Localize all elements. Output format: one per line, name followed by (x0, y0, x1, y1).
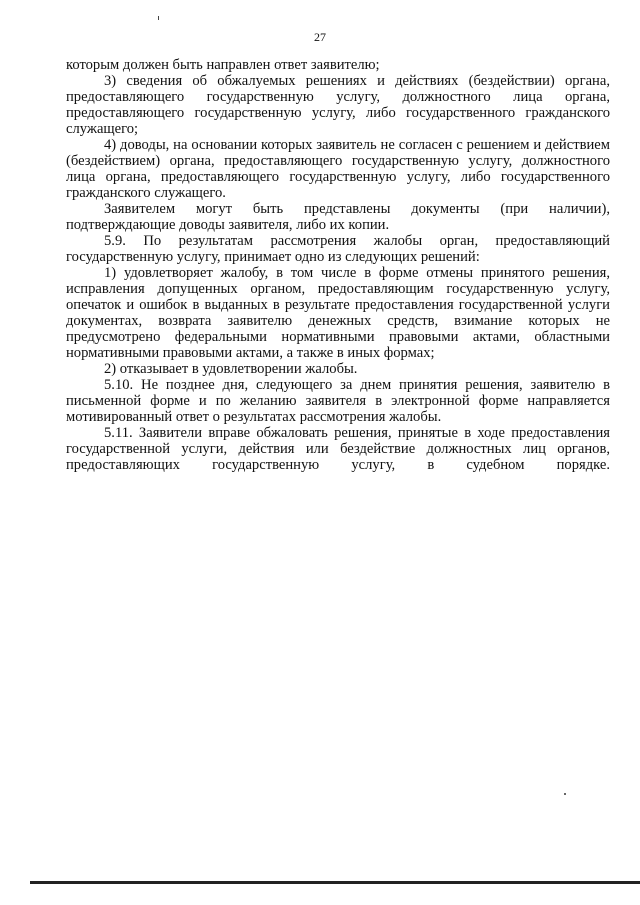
paragraph-5-11: 5.11. Заявители вправе обжаловать решения, принятые в ходе предоставления государственной услуги, действия или бездействие должностных лиц органов, предоставляющих государственную услугу, в судебном порядке. (66, 425, 610, 473)
paragraph-decision-2: 2) отказывает в удовлетворении жалобы. (104, 361, 358, 377)
document-body (66, 57, 610, 473)
paragraph-documents: Заявителем могут быть представлены документы (при наличии), подтверждающие доводы заявителя, либо их копии. (66, 201, 610, 233)
scan-artifact-dot (564, 793, 566, 795)
scan-bottom-edge (30, 881, 640, 884)
paragraph-5-9: 5.9. По результатам рассмотрения жалобы орган, предоставляющий государственную услугу, принимает одно из следующих решений: (66, 233, 610, 265)
paragraph-item-4: 4) доводы, на основании которых заявитель не согласен с решением и действием (бездействием) органа, предоставляющего государственную услугу, должностного лица органа, предоставляющего государственную услугу, либо государственного гражданского служащего. (66, 137, 610, 201)
paragraph-5-10: 5.10. Не позднее дня, следующего за днем принятия решения, заявителю в письменной форме и по желанию заявителя в электронной форме направляется мотивированный ответ о результатах рассмотрения жалобы. (66, 377, 610, 425)
page-number: 27 (314, 30, 326, 44)
scan-artifact-mark (158, 16, 159, 20)
paragraph-continuation: которым должен быть направлен ответ заявителю; (66, 57, 380, 73)
paragraph-decision-1: 1) удовлетворяет жалобу, в том числе в форме отмены принятого решения, исправления допущенных органом, предоставляющим государственную услугу, опечаток и ошибок в выданных в результате предоставления государственной услуги документах, возврата заявителю денежных средств, взимание которых не предусмотрено федеральными нормативными правовыми актами, областными нормативными правовыми актами, а также в иных формах; (66, 265, 610, 361)
paragraph-item-3: 3) сведения об обжалуемых решениях и действиях (бездействии) органа, предоставляющего государственную услугу, должностного лица органа, предоставляющего государственную услугу, либо государственного гражданского служащего; (66, 73, 610, 137)
